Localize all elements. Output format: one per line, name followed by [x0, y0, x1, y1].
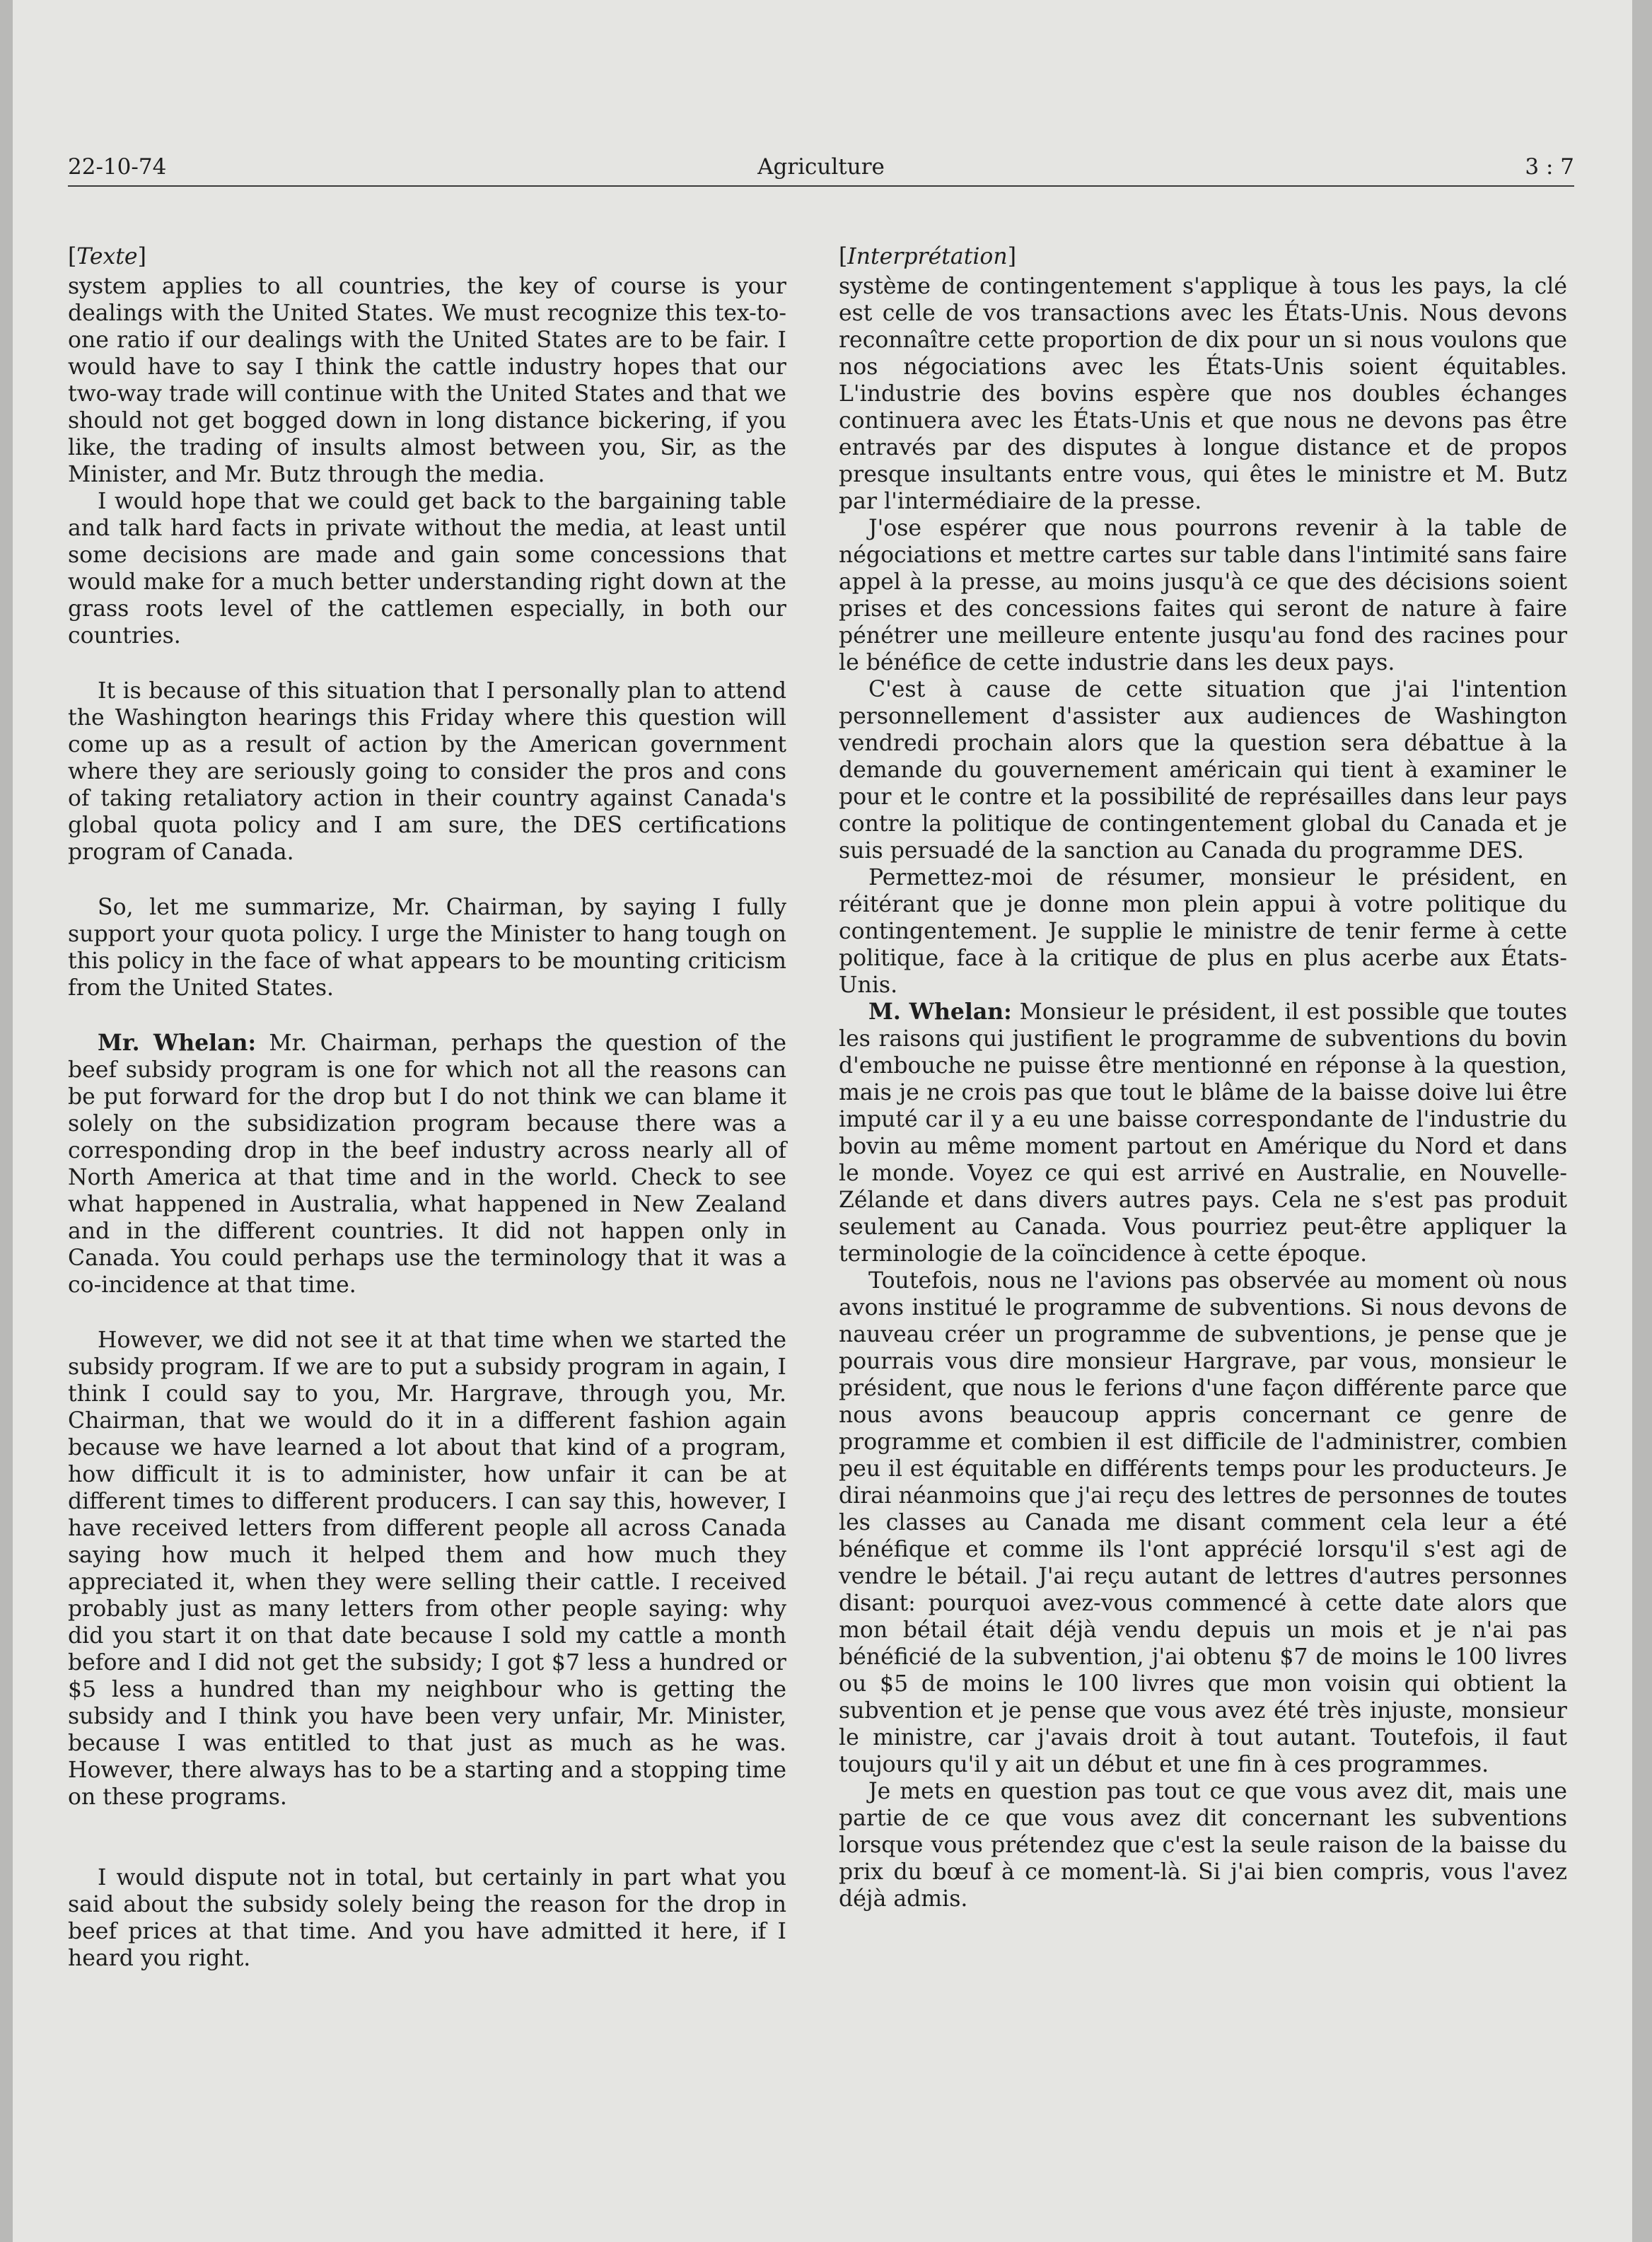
left-paragraph-5: [68, 1030, 786, 1299]
left-paragraph-7: I would dispute not in total, but certainly in part what you said about the subsidy solely being the reason for the drop in beef prices at that time. And you have admitted it here, if I heard you right.: [68, 1865, 786, 1971]
left-speaker-name: Mr. Whelan:: [98, 1030, 257, 1056]
right-label-text: Interprétation: [847, 244, 1008, 269]
right-paragraph-7: Je mets en question pas tout ce que vous avez dit, mais une partie de ce que vous avez dit concernant les subventions lorsque vous prétendez que c'est la seule raison de la baisse du prix du bœuf à ce moment-là. Si j'ai bien compris, vous l'avez déjà admis.: [839, 1779, 1567, 1912]
right-paragraph-6: Toutefois, nous ne l'avions pas observée au moment où nous avons institué le programme de subventions. Si nous devons de nauveau créer un programme de subventions, je pense que je pourrais vous dire monsieur Hargrave, par vous, monsieur le président, que nous le ferions d'une façon différente parce que nous avons beaucoup appris concernant ce genre de programme et combien il est difficile de l'administrer, combien peu il est équitable en différents temps pour les producteurs. Je dirai néanmoins que j'ai reçu des lettres de personnes de toutes les classes au Canada me disant comment cela leur a été bénéfique et comme ils l'ont apprécié lorsqu'il s'est agi de vendre le bétail. J'ai reçu autant de lettres d'autres personnes disant: pourquoi avez-vous commencé à cette date alors que mon bétail était déjà vendu depuis un mois et je n'ai pas bénéficié de la subvention, j'ai obtenu $7 de moins le 100 livres ou $5 de moins le 100 livres que mon voisin qui obtient la subvention et je pense que vous avez été très injuste, monsieur le ministre, car j'avais droit à tout autant. Toutefois, il faut toujours qu'il y ait un début et une fin à ces programmes.: [839, 1268, 1567, 1777]
left-paragraph-4: So, let me summarize, Mr. Chairman, by saying I fully support your quota policy. I urge the Minister to hang tough on this policy in the face of what appears to be mounting criticism from the United States.: [68, 895, 786, 1001]
header-title: Agriculture: [757, 154, 885, 180]
right-paragraph-1: système de contingentement s'applique à tous les pays, la clé est celle de vos transactions avec les États-Unis. Nous devons reconnaître cette proportion de dix pour un si nous voulons que nos négociations avec les États-Unis soient équitables. L'industrie des bovins espère que nos doubles échanges continuera avec les États-Unis et que nous ne devons pas être entravés par des disputes à longue distance et de propos presque insultants entre vous, qui êtes le ministre et M. Butz par l'intermédiaire de la presse.: [839, 274, 1567, 514]
right-paragraph-4: Permettez-moi de résumer, monsieur le président, en réitérant que je donne mon plein appui à votre politique du contingentement. Je supplie le ministre de tenir ferme à cette politique, face à la critique de plus en plus acerbe aux États-Unis.: [839, 865, 1567, 998]
left-label-text: Texte: [76, 244, 138, 269]
left-paragraph-1: system applies to all countries, the key of course is your dealings with the United States. We must recognize this tex-to-one ratio if our dealings with the United States are to be fair. I would have to say I think the cattle industry hopes that our two-way trade will continue with the United States and that we should not get bogged down in long distance bickering, if you like, the trading of insults almost between you, Sir, as the Minister, and Mr. Butz through the media.: [68, 274, 786, 487]
right-column-label: [Interprétation]: [839, 244, 1016, 269]
left-paragraph-3: It is because of this situation that I personally plan to attend the Washington hearings this Friday where this question will come up as a result of action by the American government where they are seriously going to consider the pros and cons of taking retaliatory action in their country against Canada's global quota policy and I am sure, the DES certifications program of Canada.: [68, 678, 786, 865]
left-column-label: [Texte]: [68, 244, 146, 269]
right-paragraph-3: C'est à cause de cette situation que j'ai l'intention personnellement d'assister aux audiences de Washington vendredi prochain alors que la question sera débattue à la demande du gouvernement américain qui tient à examiner le pour et le contre et la possibilité de représailles dans leur pays contre la politique de contingentement global du Canada et je suis persuadé de la sanction au Canada du programme DES.: [839, 677, 1567, 864]
right-paragraph-2: J'ose espérer que nous pourrons revenir à la table de négociations et mettre cartes sur table dans l'intimité sans faire appel à la presse, au moins jusqu'à ce que des décisions soient prises et des concessions faites qui seront de nature à faire pénétrer une meilleure entente jusqu'au fond des racines pour le bénéfice de cette industrie dans les deux pays.: [839, 516, 1567, 675]
left-paragraph-2: I would hope that we could get back to the bargaining table and talk hard facts in private without the media, at least until some decisions are made and gain some concessions that would make for a much better understanding right down at the grass roots level of the cattlemen especially, in both our countries.: [68, 489, 786, 649]
right-column: [839, 243, 1567, 1912]
page-header: [68, 154, 1574, 190]
document-page: [13, 0, 1632, 2242]
header-rule: [68, 185, 1574, 187]
right-speaker-text: Monsieur le président, il est possible que toutes les raisons qui justifient le programme de subventions du bovin d'embouche ne puisse être mentionné en réponse à la question, mais je ne crois pas que tout le blâme de la baisse doive lui être imputé car il y a eu une baisse correspondante de l'industrie du bovin au même moment partout en Amérique du Nord et dans le monde. Voyez ce qui est arrivé en Australie, en Nouvelle-Zélande et dans divers autres pays. Cela ne s'est pas produit seulement au Canada. Vous pourriez peut-être appliquer la terminologie de la coïncidence à cette époque.: [839, 999, 1567, 1267]
header-date: 22-10-74: [68, 154, 167, 180]
left-paragraph-6: However, we did not see it at that time when we started the subsidy program. If we are to put a subsidy program in again, I think I could say to you, Mr. Hargrave, through you, Mr. Chairman, that we would do it in a different fashion again because we have learned a lot about that kind of a program, how difficult it is to administer, how unfair it can be at different times to different producers. I can say this, however, I have received letters from different people all across Canada saying how much it helped them and how much they appreciated it, when they were selling their cattle. I received probably just as many letters from other people saying: why did you start it on that date because I sold my cattle a month before and I did not get the subsidy; I got $7 less a hundred or $5 less a hundred than my neighbour who is getting the subsidy and I think you have been very unfair, Mr. Minister, because I was entitled to that just as much as he was. However, there always has to be a starting and a stopping time on these programs.: [68, 1328, 786, 1810]
right-speaker-name: M. Whelan:: [868, 999, 1012, 1025]
right-paragraph-5: [839, 999, 1567, 1267]
header-page-number: 3 : 7: [1525, 154, 1574, 180]
left-column: [68, 243, 786, 1972]
left-speaker-text: Mr. Chairman, perhaps the question of the beef subsidy program is one for which not all the reasons can be put forward for the drop but I do not think we can blame it solely on the subsidization program because there was a corresponding drop in the beef industry across nearly all of North America at that time and in the world. Check to see what happened in Australia, what happened in New Zealand and in the different countries. It did not happen only in Canada. You could perhaps use the terminology that it was a co-incidence at that time.: [68, 1030, 786, 1298]
